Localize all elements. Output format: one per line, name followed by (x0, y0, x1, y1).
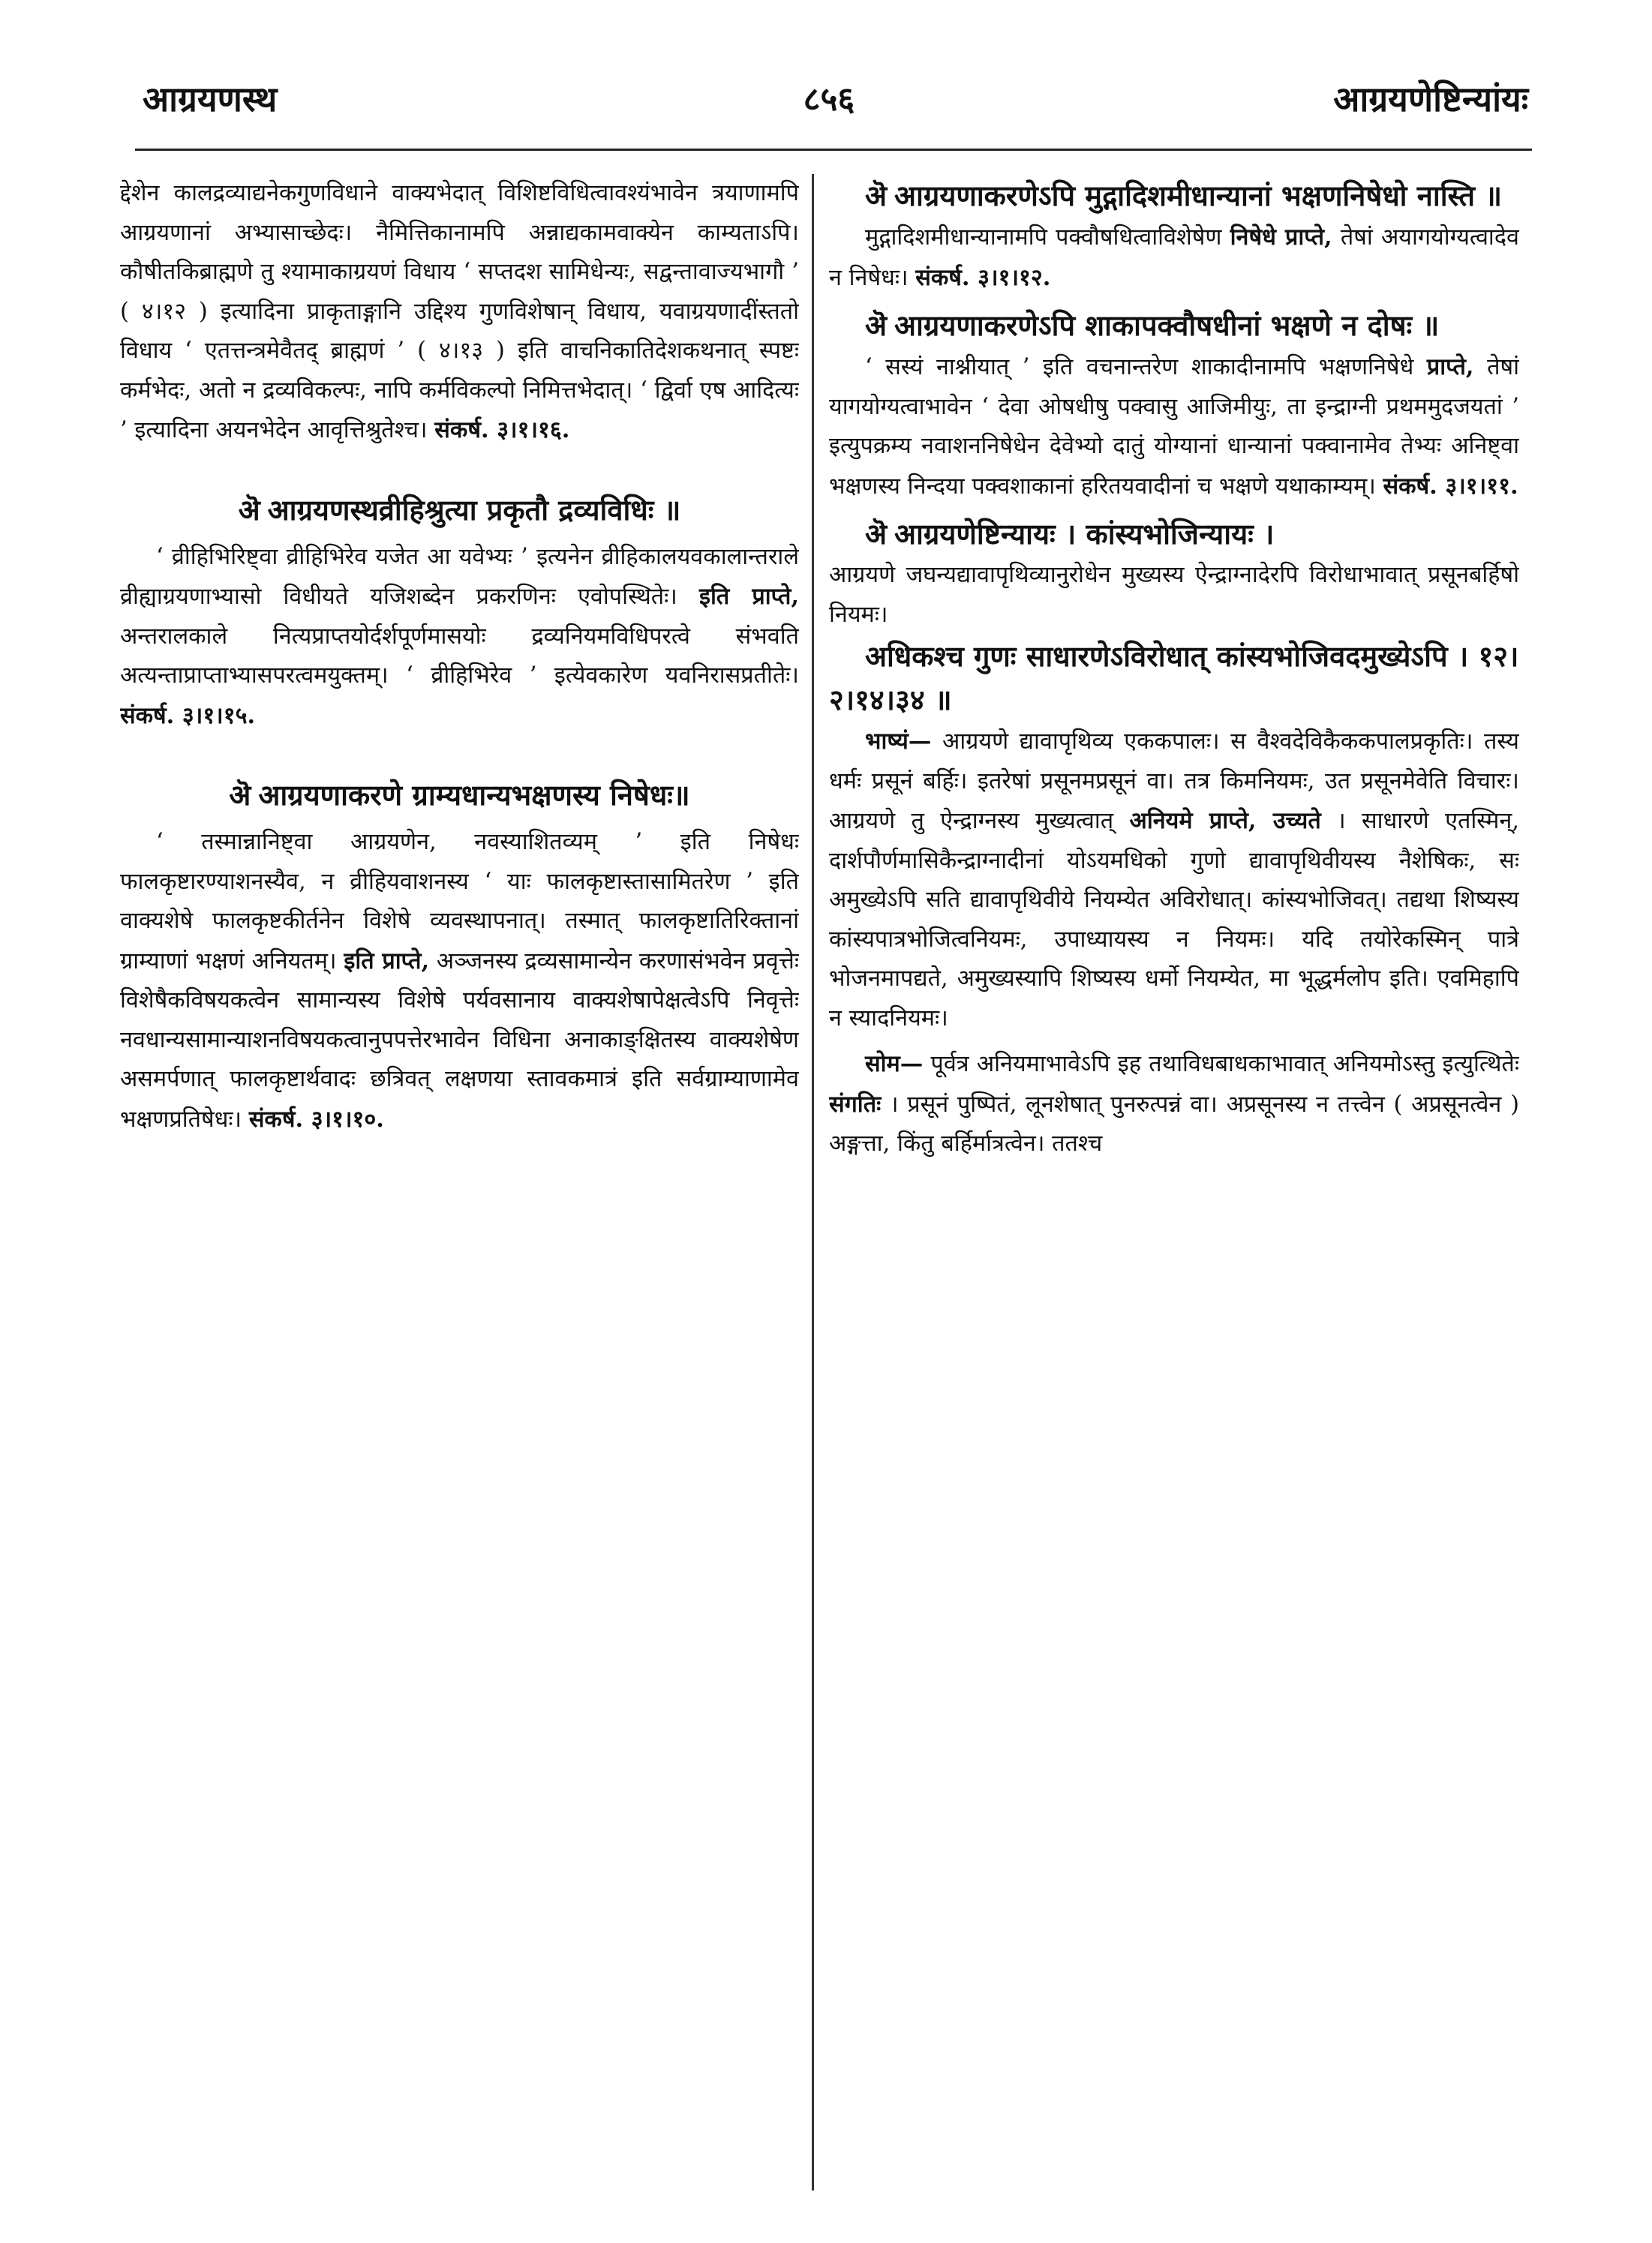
page-number: ८५६ (803, 80, 855, 119)
left-p3-continued: अञ्जनस्य द्रव्यसामान्येन करणासंभवेन प्रवृत्तेः विशेषैकविषयकत्वेन सामान्यस्य विशेषे पर्यवसानाय वाक्यशेषापेक्षत्वेऽपि निवृत्तेः नवधान्यसामान्याशनविषयकत्वानुपपत्तेरभावेन विधिना अनाकाङ्क्षितस्य वाक्यशेषेण असमर्पणात् फालकृष्टार्थवादः छत्रिवत् लक्षणया स्तावकमात्रं इति सर्वग्राम्याणामेव भक्षणप्रतिषेधः। (120, 947, 799, 1133)
left-heading-1 (120, 488, 799, 532)
left-paragraph-1 (120, 174, 799, 451)
right-heading-3 (829, 512, 1519, 556)
left-p2-bold: इति प्राप्ते, (699, 583, 799, 610)
left-p3-text: ‘ तस्मान्नानिष्ट्वा आग्रयणेन, नवस्याशितव्यम् ’ इति निषेधः फालकृष्टारण्याशनस्यैव, न व्रीहियवाशनस्य ‘ याः फालकृष्टास्तासामितरेण ’ इति वाक्यशेषे फालकृष्टकीर्तनेन विशेषे व्यवस्थापनात्। तस्मात् फालकृष्टातिरिक्तानां ग्राम्याणां भक्षणं अनियतम्। (120, 829, 799, 974)
right-paragraph-1 (829, 218, 1519, 298)
right-heading-2 (829, 304, 1519, 347)
left-p1-reference: संकर्ष. ३।१।१६. (434, 416, 570, 443)
left-heading-2-text: आग्रयणाकरणे ग्राम्यधान्यभक्षणस्य निषेधः॥ (258, 778, 690, 812)
left-column (120, 174, 799, 2183)
right-p1-continued: तेषां अयागयोग्यत्वादेव न निषेधः। (829, 224, 1519, 291)
right-heading-3-text: आग्रयणेष्टिन्यायः । कांस्यभोजिन्यायः । (894, 517, 1275, 551)
section-mark-icon: ऄ (865, 179, 888, 212)
right-paragraph-2 (829, 347, 1519, 506)
bhashya-continued: । साधारणे एतस्मिन्, दार्शपौर्णमासिकैन्द्राग्नादीनां योऽयमधिको गुणो द्यावापृथिवीयस्य नैशेषिकः, सः अमुख्येऽपि सति द्यावापृथिवीये नियम्येत अविरोधात्। कांस्यभोजिवत्। तद्यथा शिष्यस्य कांस्यपात्रभोजित्वनियमः, उपाध्यायस्य न नियमः। यदि तयोरेकस्मिन् पात्रे भोजनमापद्यते, अमुख्यस्यापि शिष्यस्य धर्मो नियम्येत, मा भूद्धर्मलोप इति। एवमिहापि न स्यादनियमः। (829, 808, 1519, 1031)
right-column (829, 174, 1519, 2183)
header-rule (135, 149, 1532, 151)
section-mark-icon: ऄ (238, 492, 260, 527)
left-p2-reference: संकर्ष. ३।१।१५. (120, 701, 256, 729)
right-p2-text: ‘ सस्यं नाश्नीयात् ’ इति वचनान्तरेण शाकादीनामपि भक्षणनिषेधे (865, 354, 1414, 380)
right-heading-1 (829, 174, 1519, 218)
left-paragraph-2 (120, 538, 799, 737)
sutra: अधिकश्च गुणः साधारणेऽविरोधात् कांस्यभोजिवदमुख्येऽपि । १२।२।१४।३४ ॥ (829, 639, 1519, 716)
running-head-right: आग्रयणेष्टिन्यांयः (1333, 79, 1528, 119)
soma-paragraph (829, 1044, 1519, 1164)
left-p3-bold: इति प्राप्ते, (344, 947, 430, 974)
left-heading-1-text: आग्रयणस्थव्रीहिश्रुत्या प्रकृतौ द्रव्यविधिः ॥ (267, 492, 681, 527)
right-heading-2-text: आग्रयणाकरणेऽपि शाकापक्वौषधीनां भक्षणे न दोषः ॥ (894, 308, 1440, 342)
right-paragraph-3: आग्रयणे जघन्यद्यावापृथिव्यानुरोधेन मुख्यस्य ऐन्द्राग्नादेरपि विरोधाभावात् प्रसूनबर्हिषो नियमः। (829, 562, 1519, 628)
bhashya-bold: अनियमे प्राप्ते, उच्यते (1129, 807, 1321, 834)
section-mark-icon: ऄ (865, 308, 888, 342)
right-p1-bold: निषेधे प्राप्ते, (1230, 224, 1332, 251)
right-p2-bold: प्राप्ते, (1426, 353, 1474, 380)
section-mark-icon: ऄ (229, 778, 251, 812)
section-mark-icon: ऄ (865, 517, 888, 551)
right-p2-continued: तेषां यागयोग्यत्वाभावेन ‘ देवा ओषधीषु पक्वासु आजिमीयुः, ता इन्द्राग्नी प्रथममुदजयतां ’ इत्युपक्रम्य नवाशननिषेधेन देवेभ्यो दातुं योग्यानां धान्यानां पक्वानामेव तेभ्यः अनिष्ट्वा भक्षणस्य निन्दया पक्वशाकानां हरितयवादीनां च भक्षणे यथाकाम्यम्। (829, 354, 1519, 500)
left-p2-continued: अन्तरालकाले नित्यप्राप्तयोर्दर्शपूर्णमासयोः द्रव्यनियमविधिपरत्वे संभवति अत्यन्ताप्राप्ताभ्यासपरत्वमयुक्तम्। ‘ व्रीहिभिरेव ’ इत्येवकारेण यवनिरासप्रतीतेः। (120, 623, 799, 689)
left-p2-text: ‘ व्रीहिभिरिष्ट्वा व्रीहिभिरेव यजेत आ यवेभ्यः ’ इत्यनेन व्रीहिकालयवकालान्तराले व्रीह्याग्रयणाभ्यासो विधीयते यजिशब्देन प्रकरणिनः एवोपस्थितेः। (120, 543, 799, 610)
column-divider (812, 174, 814, 2190)
left-heading-2 (120, 773, 799, 817)
left-p1-text: द्देशेन कालद्रव्याद्यनेकगुणविधाने वाक्यभेदात् विशिष्टविधित्वावश्यंभावेन त्रयाणामपि आग्रयणानां अभ्यासाच्छेदः। नैमित्तिकानामपि अन्नाद्यकामवाक्येन काम्यताऽपि। कौषीतकिब्राह्मणे तु श्यामाकाग्रयणं विधाय ‘ सप्तदश सामिधेन्यः, सद्वन्तावाज्यभागौ ’ ( ४।१२ ) इत्यादिना प्राकृताङ्गानि उद्दिश्य गुणविशेषान् विधाय, यवाग्रयणादींस्ततो विधाय ‘ एतत्तन्त्रमेवैतद् ब्राह्मणं ’ ( ४।१३ ) इति वाचनिकातिदेशकथनात् स्पष्टः कर्मभेदः, अतो न द्रव्यविकल्पः, नापि कर्मविकल्पो निमित्तभेदात्। ‘ द्विर्वा एष आदित्यः ’ इत्यादिना अयनभेदेन आवृत्तिश्रुतेश्च। (120, 180, 799, 443)
right-heading-1-text: आग्रयणाकरणेऽपि मुद्गादिशमीधान्यानां भक्षणनिषेधो नास्ति ॥ (894, 179, 1502, 212)
soma-bold: संगतिः (829, 1090, 882, 1118)
soma-text: पूर्वत्र अनियमाभावेऽपि इह तथाविधबाधकाभावात् अनियमोऽस्तु इत्युत्थितेः (930, 1051, 1519, 1077)
running-head-left: आग्रयणस्थ (143, 79, 278, 119)
left-p3-reference: संकर्ष. ३।१।१०. (248, 1105, 384, 1133)
bhashya-label: भाष्यं— (865, 728, 932, 755)
soma-continued: । प्रसूनं पुष्पितं, लूनशेषात् पुनरुत्पन्नं वा। अप्रसूनस्य न तत्त्वेन ( अप्रसूनत्वेन ) अङ्गत्ता, किंतु बर्हिर्मात्रत्वेन। ततश्च (829, 1091, 1519, 1157)
left-paragraph-3 (120, 823, 799, 1140)
soma-label: सोम— (865, 1050, 924, 1077)
right-p1-text: मुद्गादिशमीधान्यानामपि पक्वौषधित्वाविशेषेण (865, 224, 1222, 251)
right-p1-reference: संकर्ष. ३।१।१२. (915, 263, 1051, 291)
right-p2-reference: संकर्ष. ३।१।११. (1383, 472, 1518, 500)
bhashya-text: आग्रयणे द्यावापृथिव्य एककपालः। स वैश्वदेविकैककपालप्रकृतिः। तस्य धर्मः प्रसूनं बर्हिः। इतरेषां प्रसूनमप्रसूनं वा। तत्र किमनियमः, उत प्रसूनमेवेति विचारः। आग्रयणे तु ऐन्द्राग्नस्य मुख्यत्वात् (829, 728, 1519, 834)
bhashya-paragraph (829, 722, 1519, 1038)
